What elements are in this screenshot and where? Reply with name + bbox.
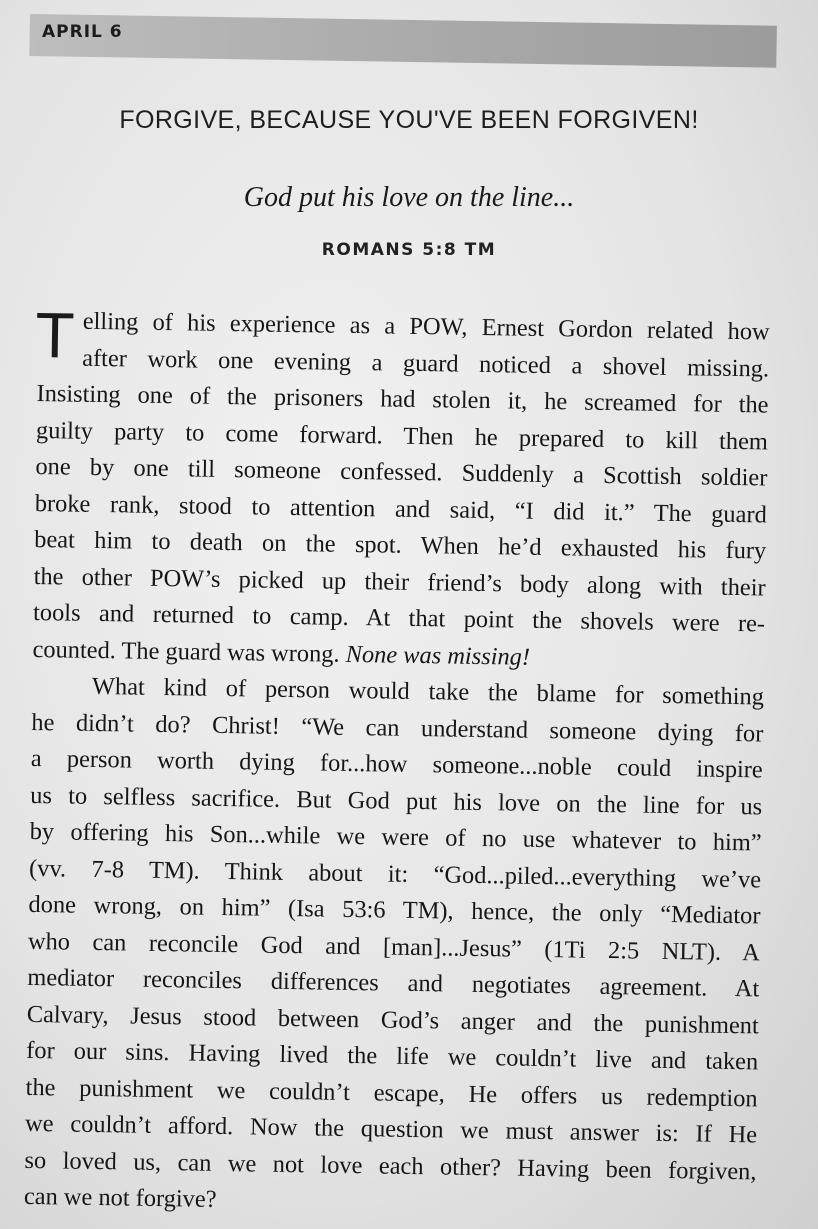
body-line: so loved us, can we not love each other? Having been forgiven, <box>24 1146 757 1185</box>
body-line: who can reconcile God and [man]...Jesus” (1Ti 2:5 NLT). A <box>27 927 761 966</box>
body-line: Insisting one of the prisoners had stolen it, he screamed for the <box>36 379 769 419</box>
body-line: we couldn’t afford. Now the question we must answer is: If He <box>24 1109 758 1149</box>
body-line: for our sins. Having lived the life we couldn’t live and taken <box>26 1036 759 1076</box>
body-line: guilty party to come forward. Then he prepared to kill them <box>35 416 769 455</box>
emphasis-text: None was missing! <box>345 640 531 671</box>
body-line: can we not forgive? <box>23 1182 217 1213</box>
devotion-body <box>23 298 770 1227</box>
key-verse: God put his love on the line... <box>243 182 575 213</box>
body-line: after work one evening a guard noticed a shovel missing. <box>82 344 770 382</box>
body-line: the other POW’s picked up their friend’s body along with their <box>33 562 766 601</box>
drop-cap: T <box>34 298 76 372</box>
body-line: What kind of person would take the blame for something <box>91 672 765 711</box>
body-line: done wrong, on him” (Isa 53:6 TM), hence, the only “Mediator <box>28 890 761 930</box>
body-line: elling of his experience as a POW, Ernest Gordon related how <box>82 307 770 346</box>
date-header-bar <box>29 14 777 68</box>
body-line: beat him to death on the spot. When he’d exhausted his fury <box>34 525 767 565</box>
body-line: the punishment we couldn’t escape, He offers us redemption <box>25 1073 758 1112</box>
body-line: us to selfless sacrifice. But God put his love on the line for us <box>30 781 763 820</box>
body-line: a person worth dying for...how someone...noble could inspire <box>30 744 763 784</box>
devotion-title: FORGIVE, BECAUSE YOU'VE BEEN FORGIVEN! <box>119 106 699 134</box>
scripture-reference: ROMANS 5:8 TM <box>321 240 497 260</box>
body-line: he didn’t do? Christ! “We can understand someone dying for <box>31 708 764 747</box>
body-line: by offering his Son...while we were of no use whatever to him” <box>29 817 762 857</box>
date-label: APRIL 6 <box>42 22 123 42</box>
body-line: broke rank, stood to attention and said, “I did it.” The guard <box>34 489 767 528</box>
body-line: one by one till someone confessed. Suddenly a Scottish soldier <box>35 452 768 492</box>
body-line: (vv. 7-8 TM). Think about it: “God...piled...everything we’ve <box>28 854 762 893</box>
body-line: tools and returned to camp. At that point the shovels were re- <box>32 598 766 638</box>
body-line-text: counted. The guard was wrong. <box>32 635 346 668</box>
body-line: Calvary, Jesus stood between God’s anger and the punishment <box>26 1000 759 1039</box>
body-line: mediator reconciles differences and negotiates agreement. At <box>27 963 760 1003</box>
